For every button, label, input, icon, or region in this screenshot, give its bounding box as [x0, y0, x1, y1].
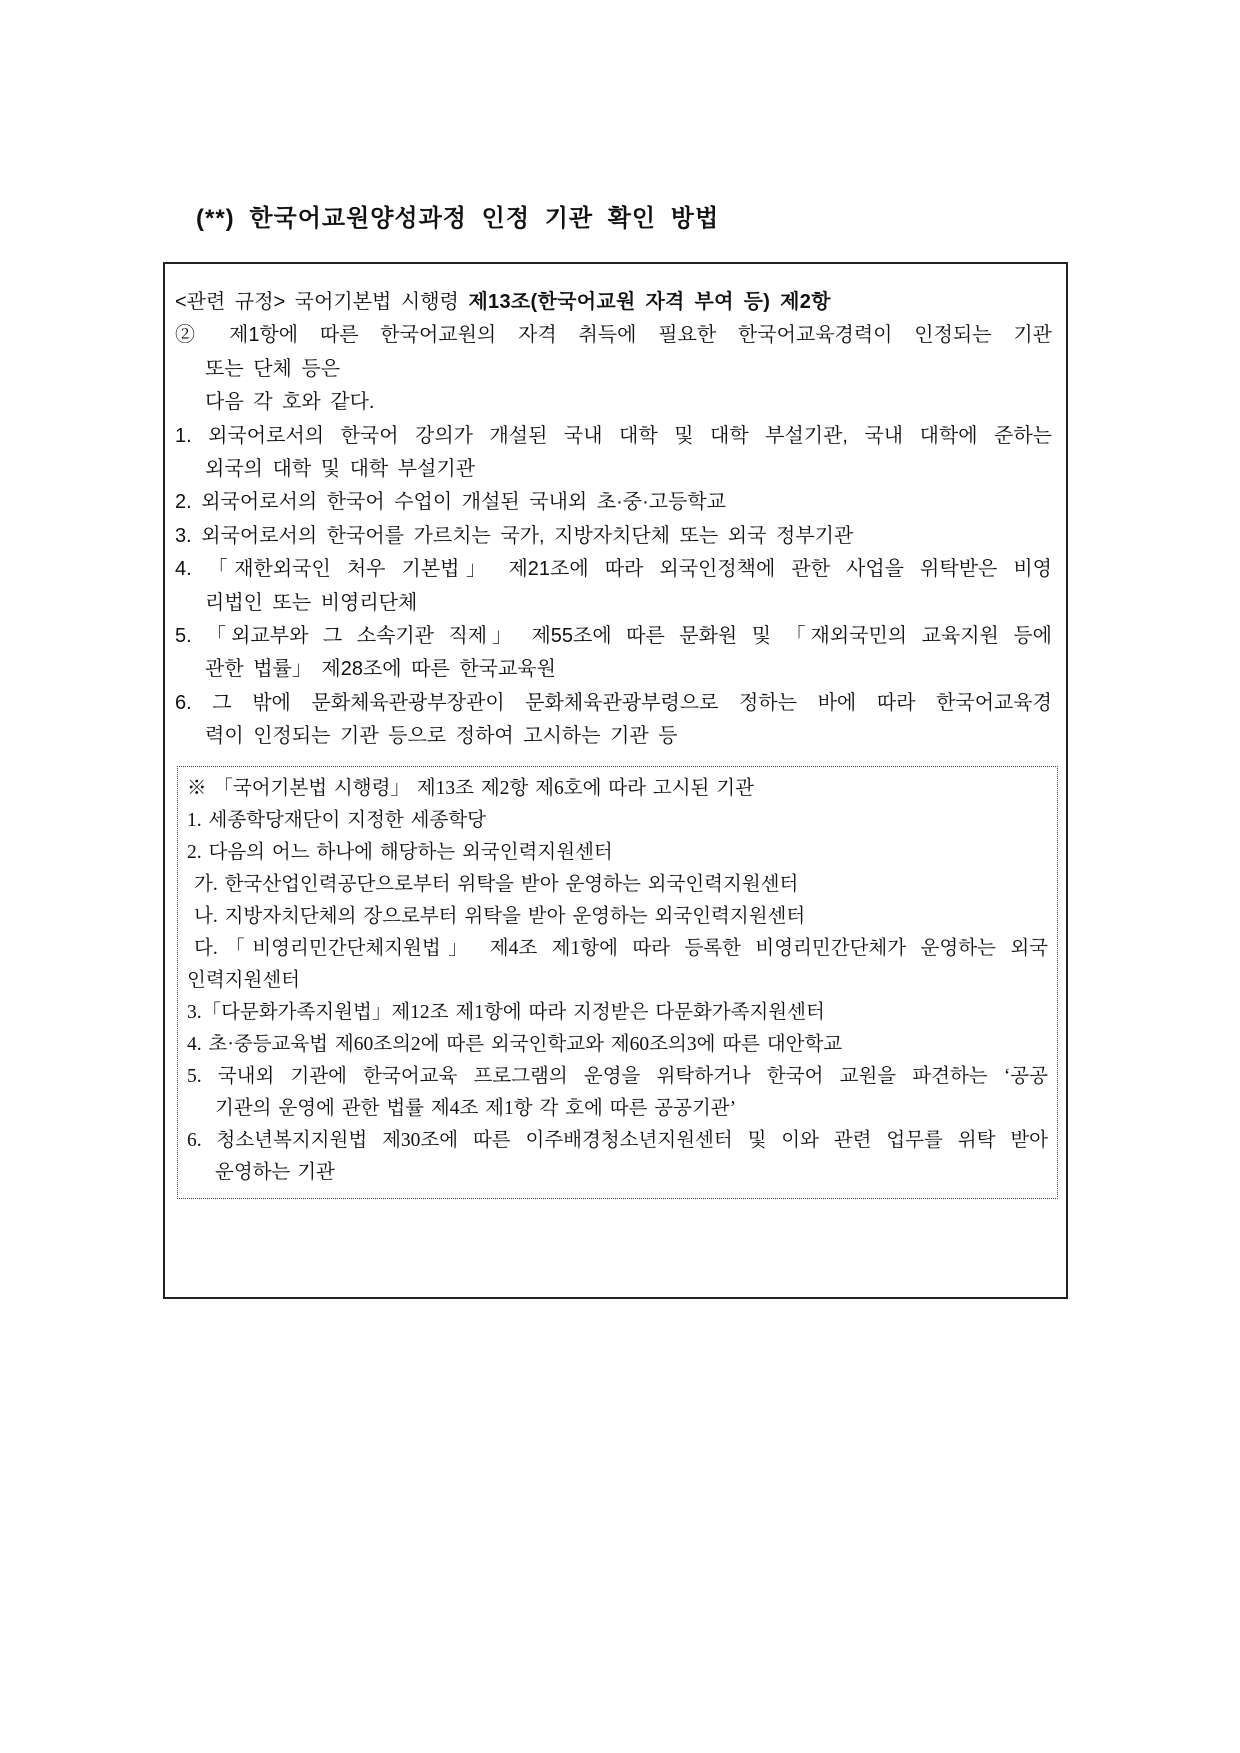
text-line: 외국의 대학 및 대학 부설기관: [205, 458, 476, 481]
text-line: 력이 인정되는 기관 등으로 정하여 고시하는 기관 등: [205, 725, 678, 748]
text-line: 나. 지방자치단체의 장으로부터 위탁을 받아 운영하는 외국인력지원센터: [194, 905, 806, 927]
text-line: 3. 외국어로서의 한국어를 가르치는 국가, 지방자치단체 또는 외국 정부기관: [175, 524, 854, 547]
text-line: 1. 세종학당재단이 지정한 세종학당: [187, 809, 486, 831]
text-line: 6. 그 밖에 문화체육관광부장관이 문화체육관광부령으로 정하는 바에 따라 한국어교육경: [175, 691, 1052, 714]
text-line: 또는 단체 등은: [205, 357, 341, 380]
text-line: 6. 청소년복지지원법 제30조에 따른 이주배경청소년지원센터 및 이와 관련 업무를 위탁 받아: [187, 1129, 1048, 1151]
regulation-heading-prefix: <관련 규정> 국어기본법 시행령: [175, 291, 459, 313]
text-line: 3.「다문화가족지원법」제12조 제1항에 따라 지정받은 다문화가족지원센터: [187, 1001, 825, 1023]
text-line: 2. 외국어로서의 한국어 수업이 개설된 국내외 초·중·고등학교: [175, 491, 727, 514]
text-line: 5. 「외교부와 그 소속기관 직제」 제55조에 따른 문화원 및 「재외국민의 교육지원 등에: [175, 625, 1052, 648]
text-line: ※ 「국어기본법 시행령」 제13조 제2항 제6호에 따라 고시된 기관: [187, 777, 754, 799]
text-line: 운영하는 기관: [215, 1161, 335, 1183]
text-line: 2. 다음의 어느 하나에 해당하는 외국인력지원센터: [187, 841, 613, 863]
text-line: 인력지원센터: [187, 969, 301, 991]
text-line: ② 제1항에 따른 한국어교원의 자격 취득에 필요한 한국어교육경력이 인정되는 기관: [175, 324, 1052, 347]
text-line: 1. 외국어로서의 한국어 강의가 개설된 국내 대학 및 대학 부설기관, 국내 대학에 준하는: [175, 424, 1052, 447]
text-line: 관한 법률」 제28조에 따른 한국교육원: [205, 658, 556, 681]
text-line: 기관의 운영에 관한 법률 제4조 제1항 각 호에 따른 공공기관’: [215, 1097, 737, 1119]
regulation-box: [163, 262, 1068, 1299]
regulation-heading: [175, 286, 1052, 319]
page-title: (**) 한국어교원양성과정 인정 기관 확인 방법: [196, 205, 720, 232]
text-line: 4. 초·중등교육법 제60조의2에 따른 외국인학교와 제60조의3에 따른 대안학교: [187, 1033, 843, 1055]
text-line: 다음 각 호와 같다.: [205, 391, 375, 414]
text-line: 다.「비영리민간단체지원법」 제4조 제1항에 따라 등록한 비영리민간단체가 운영하는 외국: [194, 937, 1048, 959]
regulation-heading-article: 제13조(한국어교원 자격 부여 등) 제2항: [468, 291, 831, 313]
text-line: 리법인 또는 비영리단체: [205, 591, 418, 614]
text-line: 4. 「재한외국인 처우 기본법」 제21조에 따라 외국인정책에 관한 사업을 위탁받은 비영: [175, 558, 1052, 581]
text-line: 5. 국내외 기관에 한국어교육 프로그램의 운영을 위탁하거나 한국어 교원을 파견하는 ‘공공: [187, 1065, 1048, 1087]
text-line: 가. 한국산업인력공단으로부터 위탁을 받아 운영하는 외국인력지원센터: [194, 873, 799, 895]
notice-box: [177, 766, 1058, 1199]
